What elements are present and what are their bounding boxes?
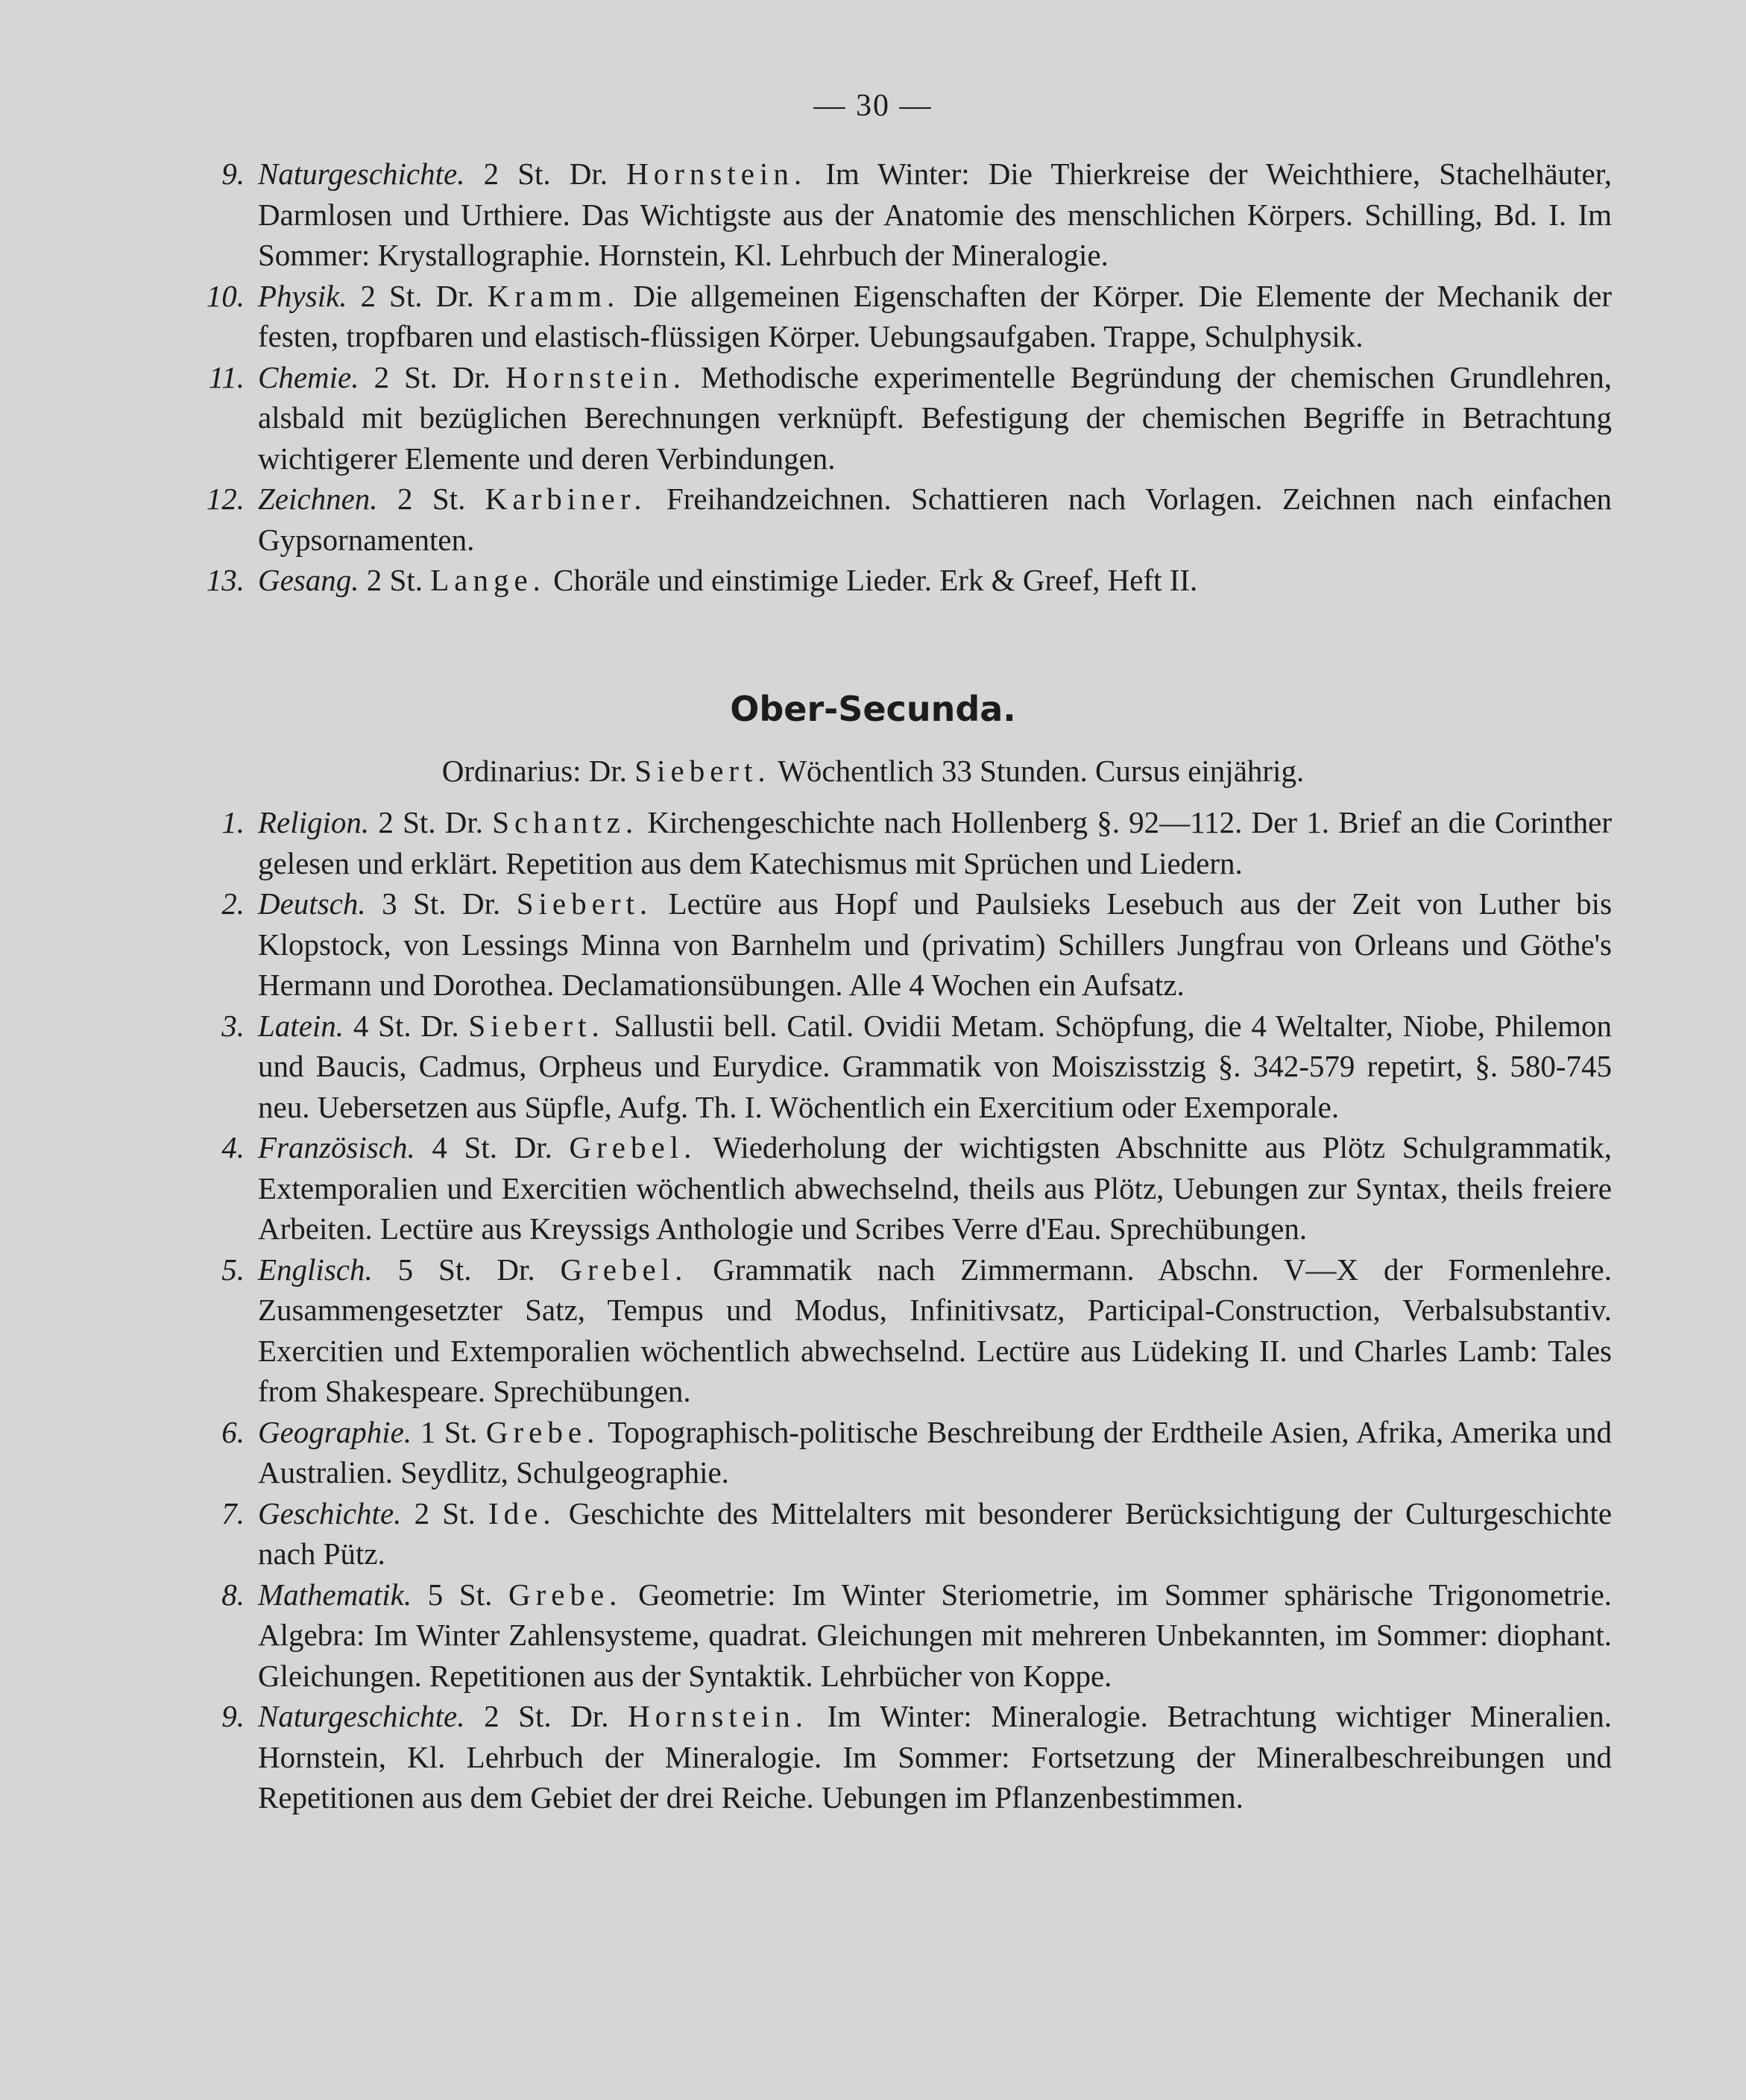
list-item [0,357,1746,479]
item-hours: 5 St. Dr. [397,1252,535,1287]
item-text: Im Winter: Die Thierkreise der Weichthiere, Stachelhäuter, Darmlosen und Urthiere. Das Wichtigste aus der Anatomie des menschlichen Körpers. Schilling, Bd. I. Im Sommer: Krystallographie. Hornstein, Kl. Lehrbuch der Mineralogie. [258,157,1613,272]
list-item [0,1006,1746,1128]
item-teacher: Siebert. [468,1008,605,1043]
item-hours: 4 St. Dr. [353,1008,459,1043]
item-teacher: Ide. [488,1495,556,1530]
section-heading: Ober-Secunda. [730,689,1016,729]
item-hours: 4 St. Dr. [432,1130,552,1164]
item-text: Geometrie: Im Winter Steriometrie, im Sommer sphärische Trigonometrie. Algebra: Im Winter Zahlensysteme, quadrat. Gleichungen mit mehreren Unbekannten, im Sommer: diophant. Gleichungen. Repetitionen aus der Syntaktik. Lehrbücher von Koppe. [258,1577,1613,1693]
item-subject: Religion. [258,805,370,839]
ordinarius-name: Siebert. [634,754,771,788]
item-number: 11. [208,359,245,394]
list-item [0,883,1746,1006]
list-item [0,1127,1746,1249]
section-lower [0,802,1746,1818]
item-number: 7. [221,1495,245,1530]
item-teacher: Hornstein. [505,359,687,394]
item-number: 5. [221,1252,245,1287]
item-text: Wiederholung der wichtigsten Abschnitte aus Plötz Schulgrammatik, Extemporalien und Exercitien wöchentlich abwechselnd, theils aus Plötz, Uebungen zur Syntax, theils freiere Arbeiten. Lectüre aus Kreyssigs Anthologie und Scribes Verre d'Eau. Sprechübungen. [258,1130,1613,1246]
item-subject: Deutsch. [258,886,366,921]
item-teacher: Grebel. [569,1130,697,1164]
item-subject: Naturgeschichte. [258,157,465,191]
item-hours: 3 St. Dr. [382,886,501,921]
item-subject: Gesang. [258,563,359,597]
item-text: Freihandzeichnen. Schattieren nach Vorlagen. Zeichnen nach einfachen Gypsornamenten. [258,482,1613,557]
item-teacher: Kramm. [487,278,620,313]
item-text: Lectüre aus Hopf und Paulsieks Lesebuch aus der Zeit von Luther bis Klopstock, von Lessings Minna von Barnhelm und (privatim) Schillers Jungfrau von Orleans und Göthe's Hermann und Dorothea. Declamationsübungen. Alle 4 Wochen ein Aufsatz. [258,886,1613,1002]
item-subject: Französisch. [258,1130,415,1164]
item-number: 9. [221,157,245,191]
item-number: 12. [206,482,245,516]
item-subject: Geographie. [258,1414,412,1449]
list-item [0,479,1746,560]
list-item [0,154,1746,276]
item-text: Topographisch-politische Beschreibung der Erdtheile Asien, Afrika, Amerika und Australien. Seydlitz, Schulgeographie. [258,1414,1613,1489]
item-number: 9. [221,1699,245,1733]
item-teacher: Grebe. [485,1414,600,1449]
section-upper [0,154,1746,601]
list-item [0,1574,1746,1697]
item-text: Im Winter: Mineralogie. Betrachtung wichtiger Mineralien. Hornstein, Kl. Lehrbuch der Mineralogie. Im Sommer: Fortsetzung der Mineralbeschreibungen und Repetitionen aus dem Gebiet der drei Reiche. Uebungen im Pflanzenbestimmen. [258,1699,1613,1814]
item-number: 2. [221,886,245,921]
list-item [0,1412,1746,1493]
item-number: 4. [221,1130,245,1164]
list-item [0,560,1746,601]
item-number: 10. [206,278,245,313]
item-number: 13. [206,563,245,597]
item-text: Geschichte des Mittelalters mit besonderer Berücksichtigung der Culturgeschichte nach Pütz. [258,1495,1613,1571]
item-teacher: Karbiner. [485,482,647,516]
ordinarius-line [0,753,1746,789]
list-item [0,276,1746,357]
item-hours: 2 St. Dr. [360,278,474,313]
item-text: Methodische experimentelle Begründung der chemischen Grundlehren, alsbald mit bezüglichen Berechnungen verknüpft. Befestigung der chemischen Begriffe in Betrachtung wichtigerer Elemente und deren Verbindungen. [258,359,1612,476]
item-subject: Chemie. [258,359,359,394]
item-subject: Geschichte. [258,1495,402,1530]
list-item [0,1696,1746,1818]
item-number: 8. [221,1577,245,1612]
item-teacher: Hornstein. [628,1699,809,1733]
item-hours: 2 St. [366,563,423,597]
item-teacher: Grebel. [560,1252,688,1287]
ordinarius-post: Wöchentlich 33 Stunden. Cursus einjährig. [778,754,1305,788]
item-text: Die allgemeinen Eigenschaften der Körper. Die Elemente der Mechanik der festen, tropfbaren und elastisch-flüssigen Körper. Uebungsaufgaben. Trappe, Schulphysik. [258,278,1613,353]
item-number: 6. [221,1414,245,1449]
item-hours: 1 St. [420,1414,478,1449]
item-hours: 2 St. Dr. [483,157,608,191]
item-teacher: Schantz. [492,805,639,839]
item-subject: Naturgeschichte. [258,1699,465,1733]
item-teacher: Lange. [430,563,546,597]
item-text: Sallustii bell. Catil. Ovidii Metam. Schöpfung, die 4 Weltalter, Niobe, Philemon und Baucis, Cadmus, Orpheus und Eurydice. Grammatik von Moiszisstzig §. 342-579 repetirt, §. 580-745 neu. Uebersetzen aus Süpfle, Aufg. Th. I. Wöchentlich ein Exercitium oder Exemporale. [258,1008,1613,1124]
item-number: 3. [221,1008,245,1043]
item-subject: Mathematik. [258,1577,412,1612]
item-hours: 2 St. [414,1495,476,1530]
item-number: 1. [221,805,245,839]
item-teacher: Grebe. [508,1577,623,1612]
list-item [0,1493,1746,1574]
item-hours: 2 St. Dr. [374,359,491,394]
item-hours: 2 St. Dr. [484,1699,609,1733]
item-teacher: Hornstein. [626,157,807,191]
page-number: — 30 — [813,89,933,123]
list-item [0,802,1746,883]
item-hours: 2 St. Dr. [378,805,483,839]
item-text: Choräle und einstimige Lieder. Erk & Greef, Heft II. [553,563,1198,597]
item-subject: Latein. [258,1008,344,1043]
item-subject: Englisch. [258,1252,373,1287]
item-subject: Zeichnen. [258,482,378,516]
list-item [0,1249,1746,1412]
item-hours: 2 St. [397,482,466,516]
item-hours: 5 St. [427,1577,493,1612]
item-text: Kirchengeschichte nach Hollenberg §. 92—112. Der 1. Brief an die Corinther gelesen und erklärt. Repetition aus dem Katechismus mit Sprüchen und Liedern. [258,805,1612,880]
item-subject: Physik. [258,278,347,313]
item-teacher: Siebert. [516,886,653,921]
ordinarius-pre: Ordinarius: Dr. [441,754,628,788]
item-text: Grammatik nach Zimmermann. Abschn. V—X der Formenlehre. Zusammengesetzter Satz, Tempus und Modus, Infinitivsatz, Participal-Construction, Verbalsubstantiv. Exercitien und Extemporalien wöchentlich abwechselnd. Lectüre aus Lüdeking II. und Charles Lamb: Tales from Shakespeare. Sprechübungen. [258,1252,1613,1408]
